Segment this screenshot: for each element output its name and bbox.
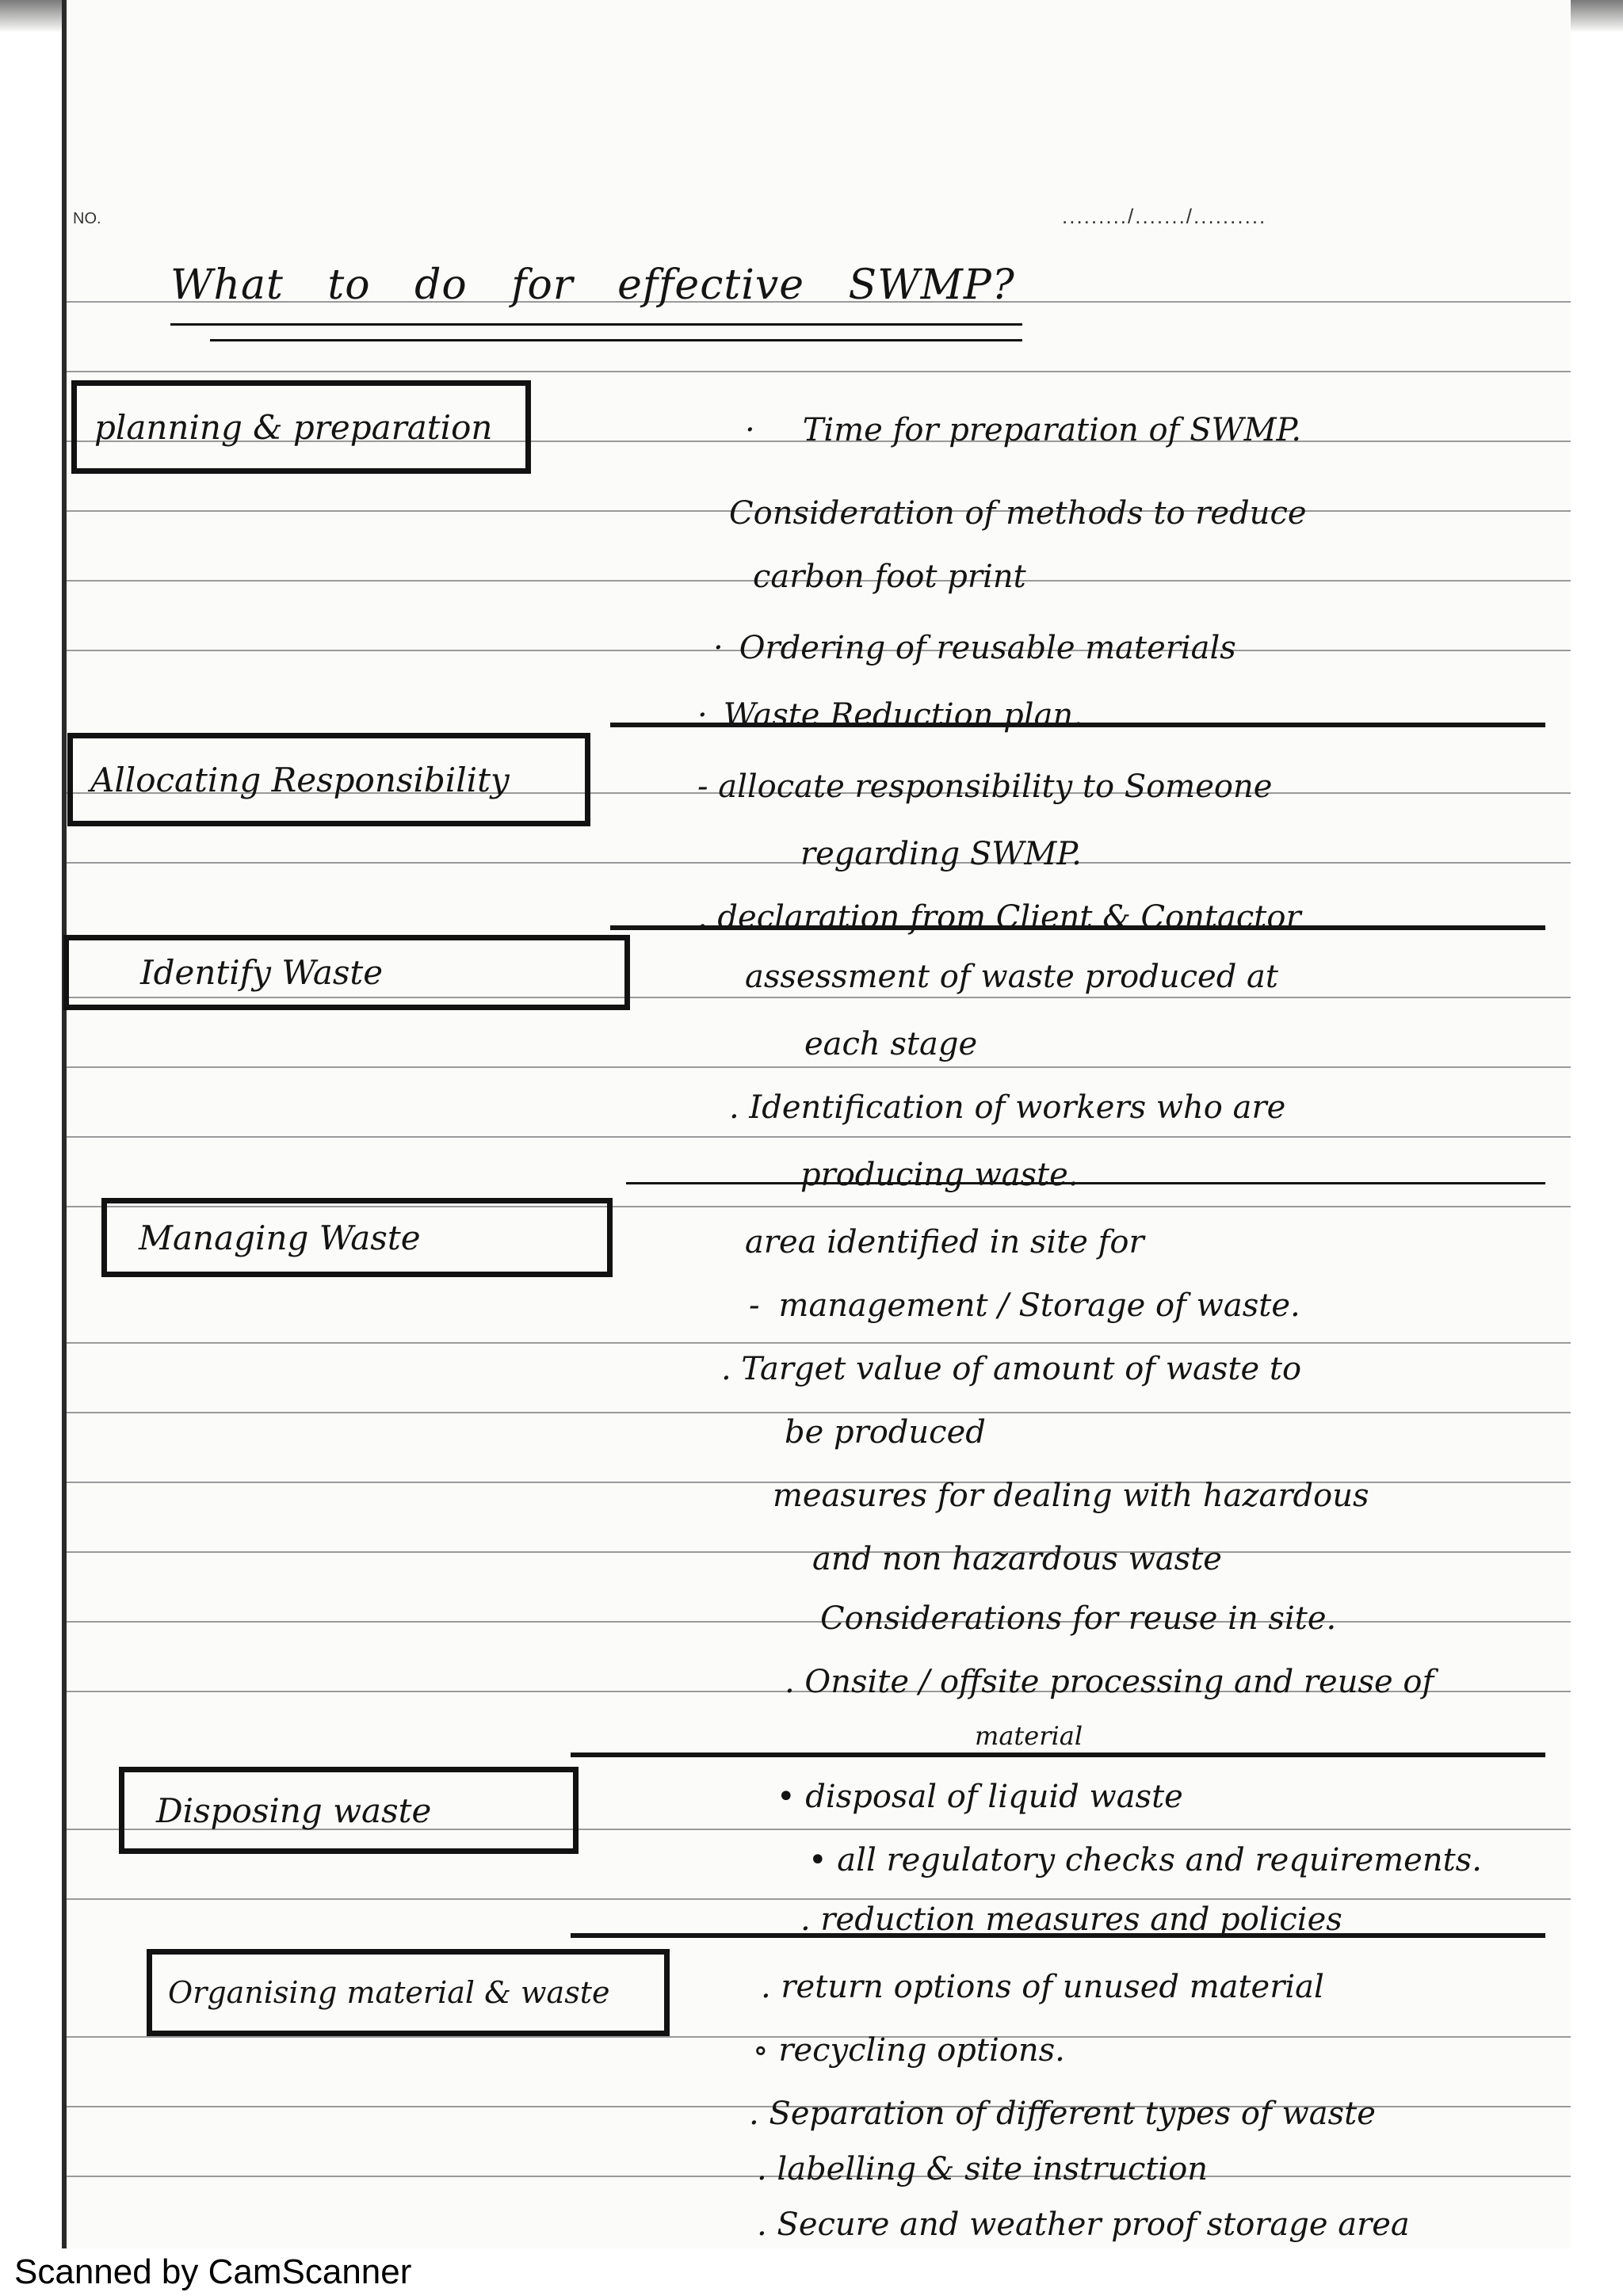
list-item: · Waste Reduction plan.	[697, 697, 1083, 734]
list-item: be produced	[785, 1414, 986, 1451]
section-heading-planning: planning & preparation	[71, 380, 531, 474]
list-item: · Ordering of reusable materials	[713, 630, 1236, 666]
ruled-line	[67, 1066, 1571, 1068]
list-item: material	[975, 1721, 1083, 1751]
section-divider	[610, 723, 1545, 727]
section-heading-disposing: Disposing waste	[119, 1767, 579, 1854]
list-item: and non hazardous waste	[812, 1541, 1222, 1577]
list-item: . reduction measures and policies	[800, 1901, 1342, 1938]
list-item: each stage	[804, 1026, 978, 1062]
list-item: area identified in site for	[745, 1224, 1144, 1261]
list-item: . declaration from Client & Contactor	[697, 899, 1301, 936]
list-item: . Identification of workers who are	[729, 1089, 1286, 1126]
list-item: • disposal of liquid waste	[777, 1779, 1183, 1815]
ruled-line	[67, 1342, 1571, 1344]
section-heading-identify: Identify Waste	[63, 935, 630, 1010]
list-item: Consideration of methods to reduce	[729, 495, 1307, 532]
list-item: - allocate responsibility to Someone	[697, 769, 1273, 805]
section-divider	[610, 925, 1545, 930]
section-divider	[571, 1753, 1545, 1757]
list-item: assessment of waste produced at	[745, 959, 1278, 995]
list-item: · Time for preparation of SWMP.	[745, 412, 1302, 448]
list-item: carbon foot print	[753, 559, 1026, 595]
list-item: . return options of unused material	[761, 1969, 1324, 2005]
scanner-watermark: Scanned by CamScanner	[14, 2248, 1623, 2296]
list-item: . labelling & site instruction	[757, 2151, 1209, 2187]
section-heading-organising: Organising material & waste	[147, 1949, 670, 2036]
ruled-line	[67, 1412, 1571, 1413]
ruled-line	[67, 1136, 1571, 1138]
list-item: • all regulatory checks and requirements.	[808, 1842, 1482, 1878]
list-item: . Target value of amount of waste to	[721, 1351, 1302, 1387]
section-heading-allocating: Allocating Responsibility	[67, 733, 590, 826]
ruled-line	[67, 1898, 1571, 1900]
list-item: measures for dealing with hazardous	[773, 1478, 1369, 1514]
list-item: Considerations for reuse in site.	[820, 1600, 1337, 1637]
date-field: ........./......./..........	[1062, 204, 1267, 228]
section-heading-managing: Managing Waste	[101, 1198, 613, 1277]
page-number-label: NO.	[73, 210, 101, 227]
list-item: . Secure and weather proof storage area	[757, 2206, 1410, 2243]
list-item: producing waste.	[800, 1157, 1079, 1193]
list-item: regarding SWMP.	[800, 836, 1082, 872]
title-underline	[210, 339, 1022, 341]
section-divider	[626, 1182, 1545, 1184]
page-title: What to do for effective SWMP?	[170, 261, 1015, 309]
list-item: . Separation of different types of waste	[749, 2096, 1376, 2132]
list-item: . Onsite / offsite processing and reuse of	[785, 1664, 1434, 1700]
ruled-line	[67, 371, 1571, 372]
ruled-line	[67, 1621, 1571, 1623]
title-underline	[170, 323, 1022, 326]
list-item: ∘ recycling options.	[753, 2032, 1065, 2069]
list-item: - management / Storage of waste.	[749, 1287, 1300, 1324]
section-divider	[571, 1933, 1545, 1938]
